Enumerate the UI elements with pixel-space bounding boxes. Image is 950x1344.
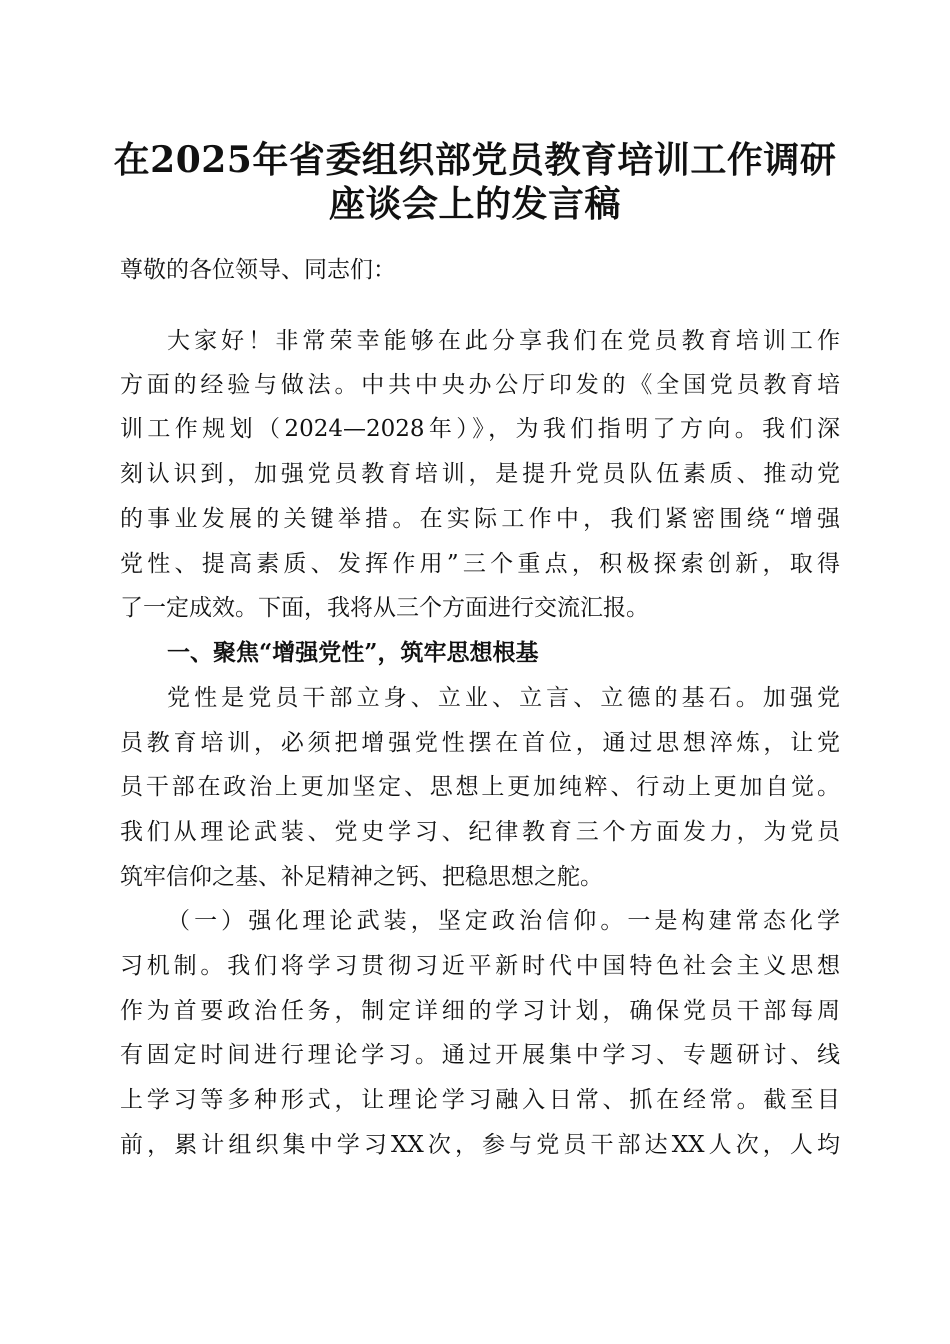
paragraph-line: 筑牢信仰之基、补足精神之钙、把稳思想之舵。 [120,864,603,890]
paragraph-line: 前，累计组织集中学习XX次，参与党员干部达XX人次，人均 [120,1132,840,1158]
document-title-line-1: 在2025年省委组织部党员教育培训工作调研 [113,139,837,181]
paragraph-line: 上学习等多种形式，让理论学习融入日常、抓在经常。截至目 [120,1087,840,1113]
paragraph-line: 作为首要政治任务，制定详细的学习计划，确保党员干部每周 [120,998,840,1024]
paragraph-line: 有固定时间进行理论学习。通过开展集中学习、专题研讨、线 [120,1042,840,1068]
paragraph-line: 我们从理论武装、党史学习、纪律教育三个方面发力，为党员 [120,819,840,845]
paragraph-line: 了一定成效。下面，我将从三个方面进行交流汇报。 [120,595,649,621]
paragraph-line: 党性是党员干部立身、立业、立言、立德的基石。加强党 [167,685,840,711]
section-heading: 一、聚焦“增强党性”，筑牢思想根基 [167,639,539,666]
paragraph-line: 训工作规划（2024—2028年）》，为我们指明了方向。我们深 [120,416,840,442]
paragraph-line: 方面的经验与做法。中共中央办公厅印发的《全国党员教育培 [120,372,840,398]
subsection-paragraph-line: （一）强化理论武装，坚定政治信仰。一是构建常态化学 [167,908,840,934]
document-title-line-2: 座谈会上的发言稿 [328,183,621,225]
paragraph-line: 员干部在政治上更加坚定、思想上更加纯粹、行动上更加自觉。 [120,774,840,800]
paragraph-line: 大家好！非常荣幸能够在此分享我们在党员教育培训工作 [167,328,840,354]
paragraph-line: 党性、提高素质、发挥作用”三个重点，积极探索创新，取得 [120,551,840,577]
paragraph-line: 刻认识到，加强党员教育培训，是提升党员队伍素质、推动党 [120,461,840,487]
paragraph-line: 员教育培训，必须把增强党性摆在首位，通过思想淬炼，让党 [120,730,840,756]
paragraph-line: 的事业发展的关键举措。在实际工作中，我们紧密围绕“增强 [120,506,840,532]
paragraph-line: 习机制。我们将学习贯彻习近平新时代中国特色社会主义思想 [120,953,840,979]
salutation: 尊敬的各位领导、同志们： [120,257,396,283]
